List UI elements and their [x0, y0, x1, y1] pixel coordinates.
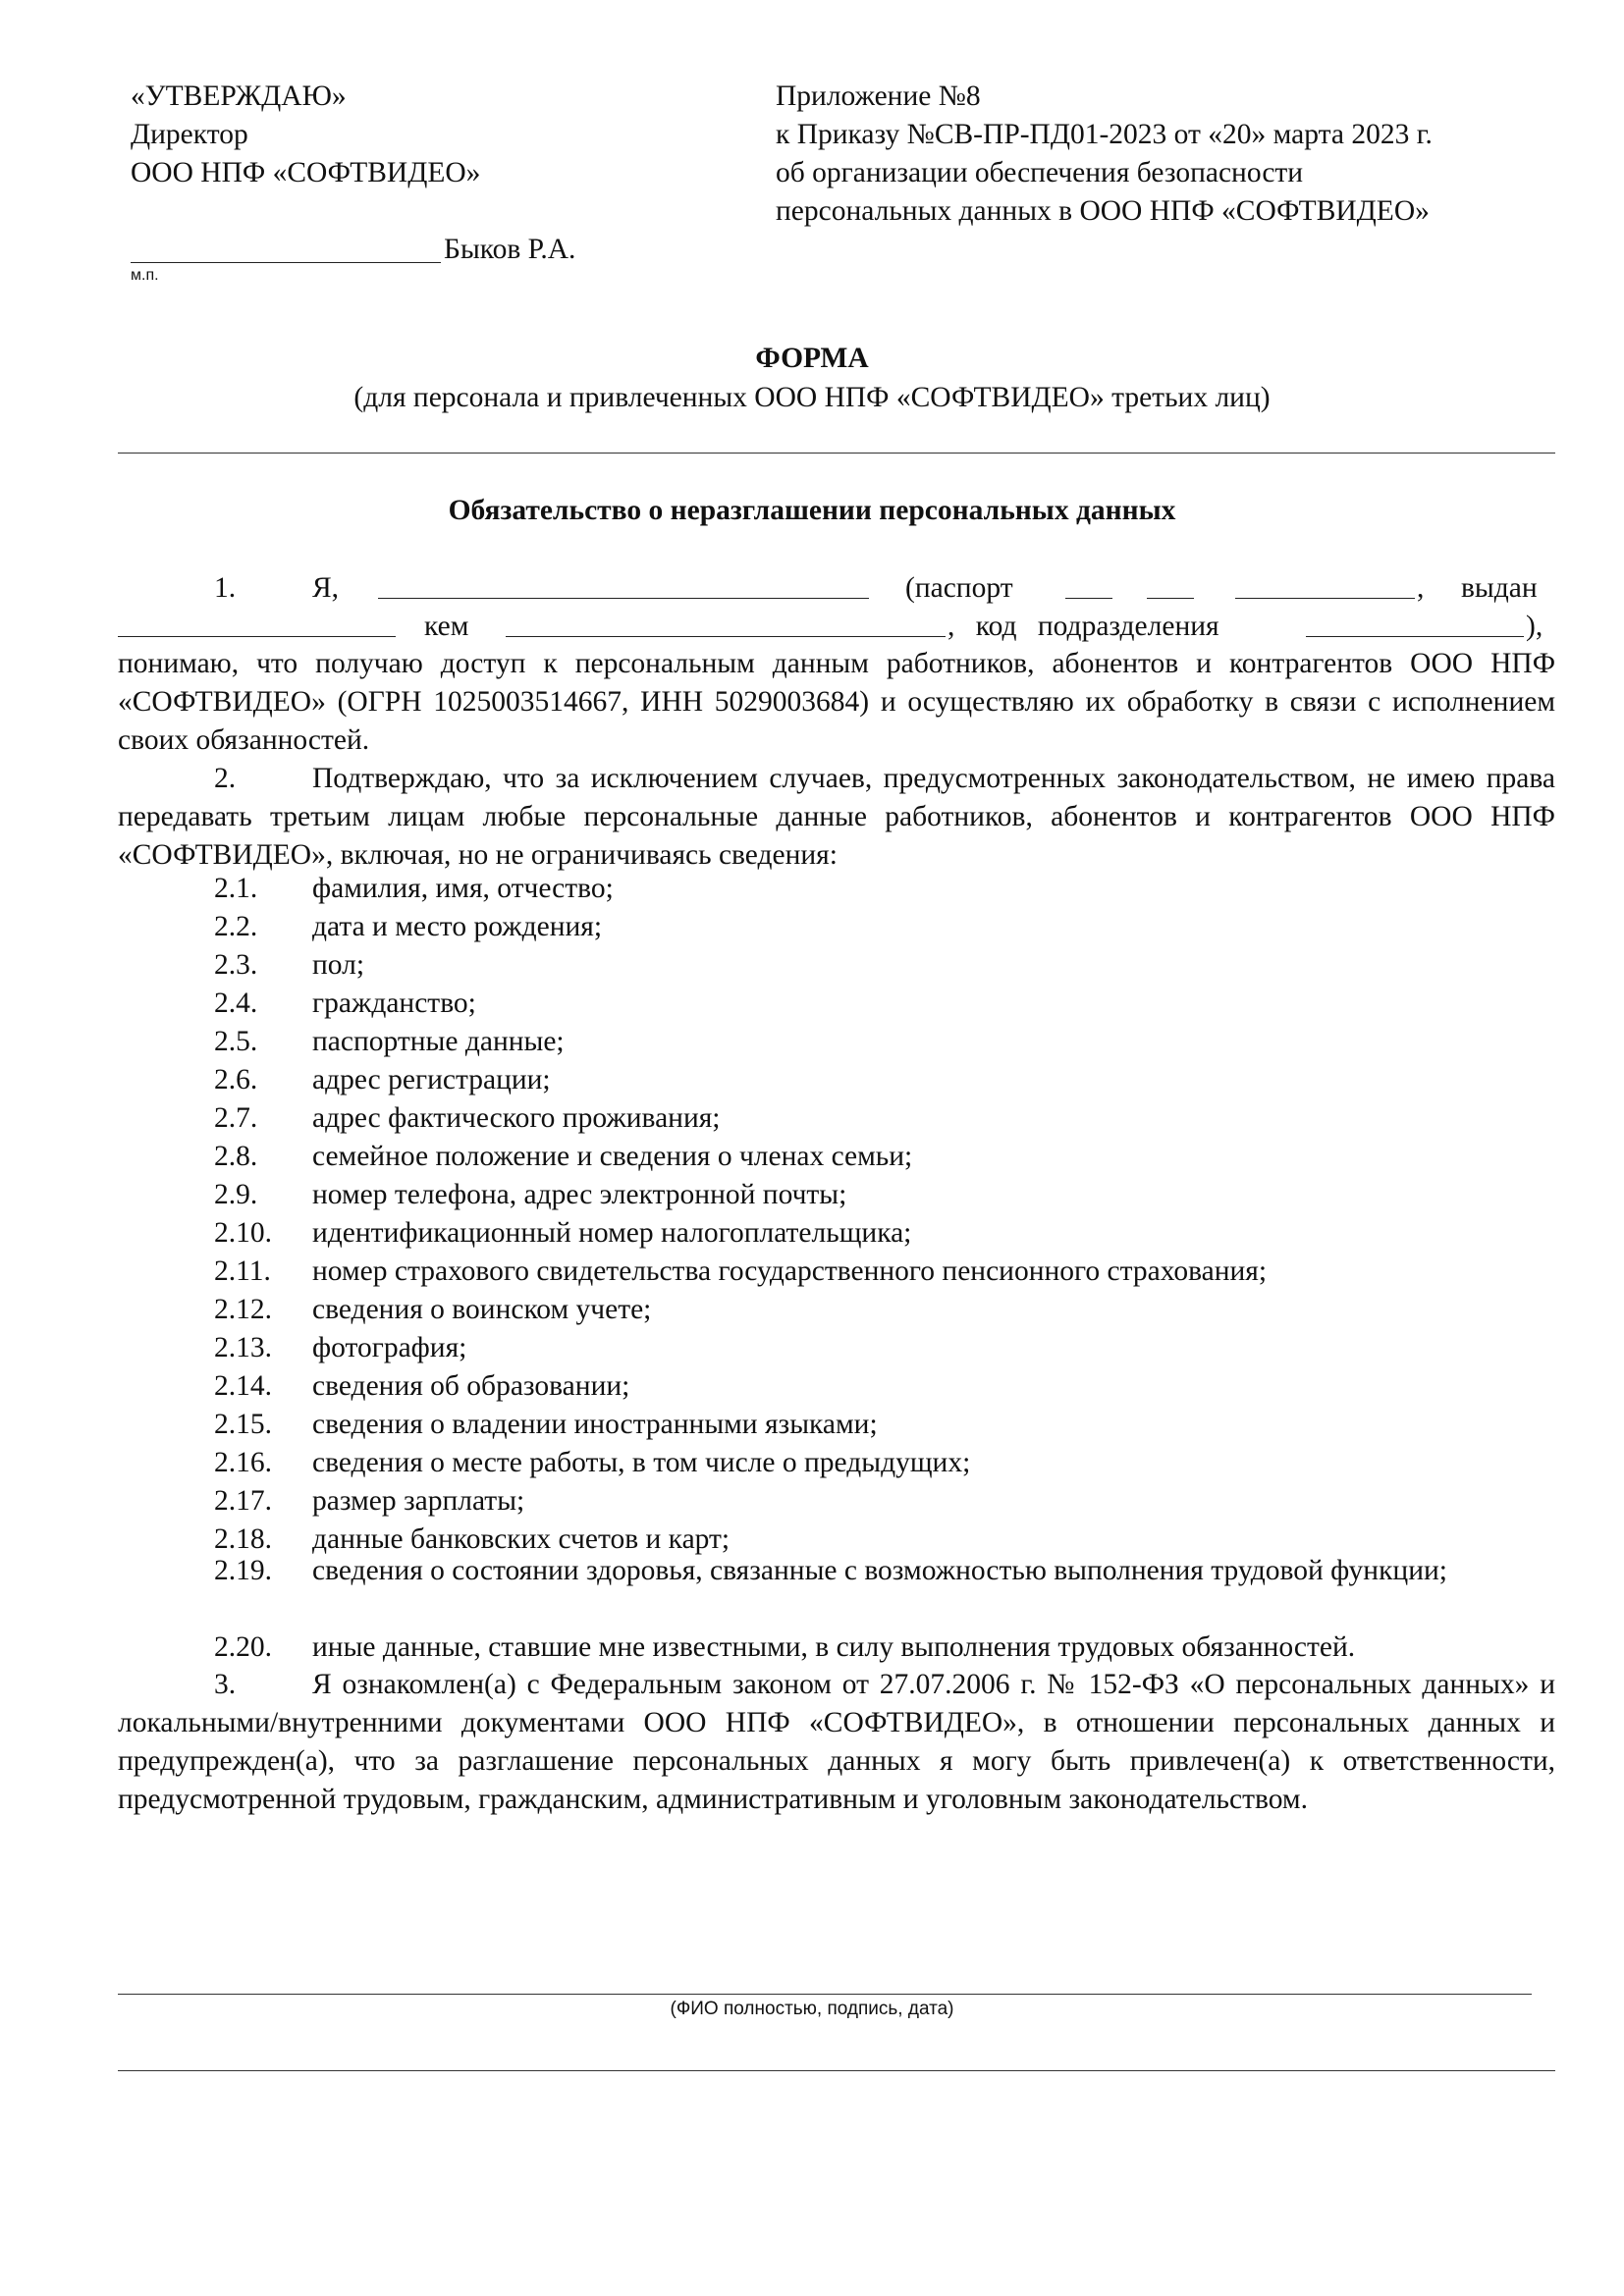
- item-text: адрес фактического проживания;: [312, 1102, 721, 1134]
- para2: [118, 760, 1555, 875]
- issued-by-field-1[interactable]: [118, 608, 396, 637]
- item-number: 2.4.: [214, 988, 258, 1019]
- director-signature-line[interactable]: [131, 262, 441, 263]
- item-text: сведения о воинском учете;: [312, 1294, 652, 1325]
- para1-number: 1.: [214, 572, 237, 604]
- item-number: 2.14.: [214, 1370, 272, 1402]
- item-text: размер зарплаты;: [312, 1485, 525, 1517]
- item-text: сведения о состоянии здоровья, связанные с возможностью выполнения трудовой функции;: [312, 1555, 1447, 1586]
- item-text: сведения об образовании;: [312, 1370, 630, 1402]
- dept-code-field[interactable]: [1306, 608, 1524, 637]
- item-number: 2.18.: [214, 1523, 272, 1555]
- form-heading: Обязательство о неразглашении персональных данных: [448, 495, 1176, 526]
- item-number: 2.19.: [214, 1555, 272, 1586]
- passport-series-field-2[interactable]: [1147, 569, 1194, 599]
- para1-close: ),: [1526, 611, 1543, 642]
- by-whom-label: кем: [424, 611, 469, 642]
- item-text: фотография;: [312, 1332, 467, 1363]
- company-label: ООО НПФ «СОФТВИДЕО»: [131, 157, 481, 188]
- item-text: семейное положение и сведения о членах семьи;: [312, 1141, 913, 1172]
- issued-by-field-2[interactable]: [506, 608, 946, 637]
- item-number: 2.16.: [214, 1447, 272, 1478]
- item-number: 2.7.: [214, 1102, 258, 1134]
- item-number: 2.1.: [214, 873, 258, 904]
- item-text: данные банковских счетов и карт;: [312, 1523, 731, 1555]
- item-text: номер страхового свидетельства государственного пенсионного страхования;: [312, 1255, 1268, 1287]
- signature-caption: (ФИО полностью, подпись, дата): [670, 1999, 954, 2019]
- item-number: 2.6.: [214, 1064, 258, 1095]
- item-number: 2.17.: [214, 1485, 272, 1517]
- item-text: гражданство;: [312, 988, 476, 1019]
- approve-label: «УТВЕРЖДАЮ»: [131, 80, 347, 112]
- form-title: ФОРМА: [755, 343, 869, 374]
- item-number: 2.5.: [214, 1026, 258, 1057]
- item-number: 2.12.: [214, 1294, 272, 1325]
- para2-number: 2.: [214, 763, 237, 794]
- item-number: 2.2.: [214, 911, 258, 942]
- item-text: адрес регистрации;: [312, 1064, 551, 1095]
- para3: [118, 1666, 1555, 1819]
- dept-code-label: , код подразделения: [947, 611, 1219, 642]
- item-text: дата и место рождения;: [312, 911, 603, 942]
- item-number: 2.15.: [214, 1409, 272, 1440]
- item-text: сведения о владении иностранными языками;: [312, 1409, 878, 1440]
- list-item-2-19: [118, 1552, 1555, 1590]
- item-text: пол;: [312, 949, 365, 981]
- stamp-label: м.п.: [131, 267, 159, 284]
- para1-body: понимаю, что получаю доступ к персональным данным работников, абонентов и контрагентов ООО НПФ «СОФТВИДЕО» (ОГРН 1025003514667, ИНН 5029003684) и осуществляю их обработку в связи с исполнением своих обязанностей.: [118, 648, 1555, 756]
- issued-label: выдан: [1461, 572, 1538, 604]
- form-subtitle: (для персонала и привлеченных ООО НПФ «СОФТВИДЕО» третьих лиц): [353, 382, 1271, 413]
- signer-name: Быков Р.А.: [444, 234, 576, 265]
- header-divider: [118, 453, 1555, 454]
- footer-divider: [118, 2070, 1555, 2071]
- para3-number: 3.: [214, 1669, 237, 1700]
- appendix-subject: об организации обеспечения безопасности: [776, 157, 1304, 188]
- item-number: 2.20.: [214, 1631, 272, 1663]
- item-number: 2.11.: [214, 1255, 271, 1287]
- passport-label: (паспорт: [905, 572, 1013, 604]
- full-name-field[interactable]: [378, 569, 869, 599]
- appendix-title: Приложение №8: [776, 80, 981, 112]
- para1-ya: Я,: [312, 572, 340, 604]
- item-number: 2.10.: [214, 1217, 272, 1249]
- item-text: фамилия, имя, отчество;: [312, 873, 614, 904]
- appendix-order: к Приказу №СВ-ПР-ПД01-2023 от «20» марта 2023 г.: [776, 119, 1433, 150]
- item-number: 2.9.: [214, 1179, 258, 1210]
- director-label: Директор: [131, 119, 248, 150]
- item-number: 2.8.: [214, 1141, 258, 1172]
- para3-text: Я ознакомлен(а) с Федеральным законом от 27.07.2006 г. № 152-ФЗ «О персональных данных» и локальными/внутренними документами ООО НПФ «СОФТВИДЕО», в отношении персональных данных и предупрежден(а), что за разглашение персональных данных я могу быть привлечен(а) к ответственности, предусмотренной трудовым, гражданским, административным и уголовным законодательством.: [118, 1669, 1555, 1815]
- item-number: 2.13.: [214, 1332, 272, 1363]
- item-text: иные данные, ставшие мне известными, в силу выполнения трудовых обязанностей.: [312, 1631, 1356, 1663]
- appendix-subject-cont: персональных данных в ООО НПФ «СОФТВИДЕО»: [776, 195, 1430, 227]
- item-text: сведения о месте работы, в том числе о предыдущих;: [312, 1447, 971, 1478]
- passport-series-field-1[interactable]: [1065, 569, 1112, 599]
- item-text: идентификационный номер налогоплательщика;: [312, 1217, 912, 1249]
- signature-line[interactable]: [118, 1994, 1532, 1995]
- passport-number-field[interactable]: [1235, 569, 1415, 599]
- item-number: 2.3.: [214, 949, 258, 981]
- para2-text: Подтверждаю, что за исключением случаев, предусмотренных законодательством, не имею права передавать третьим лицам любые персональные данные работников, абонентов и контрагентов ООО НПФ «СОФТВИДЕО», включая, но не ограничиваясь сведения:: [118, 763, 1555, 871]
- item-text: паспортные данные;: [312, 1026, 565, 1057]
- item-text: номер телефона, адрес электронной почты;: [312, 1179, 847, 1210]
